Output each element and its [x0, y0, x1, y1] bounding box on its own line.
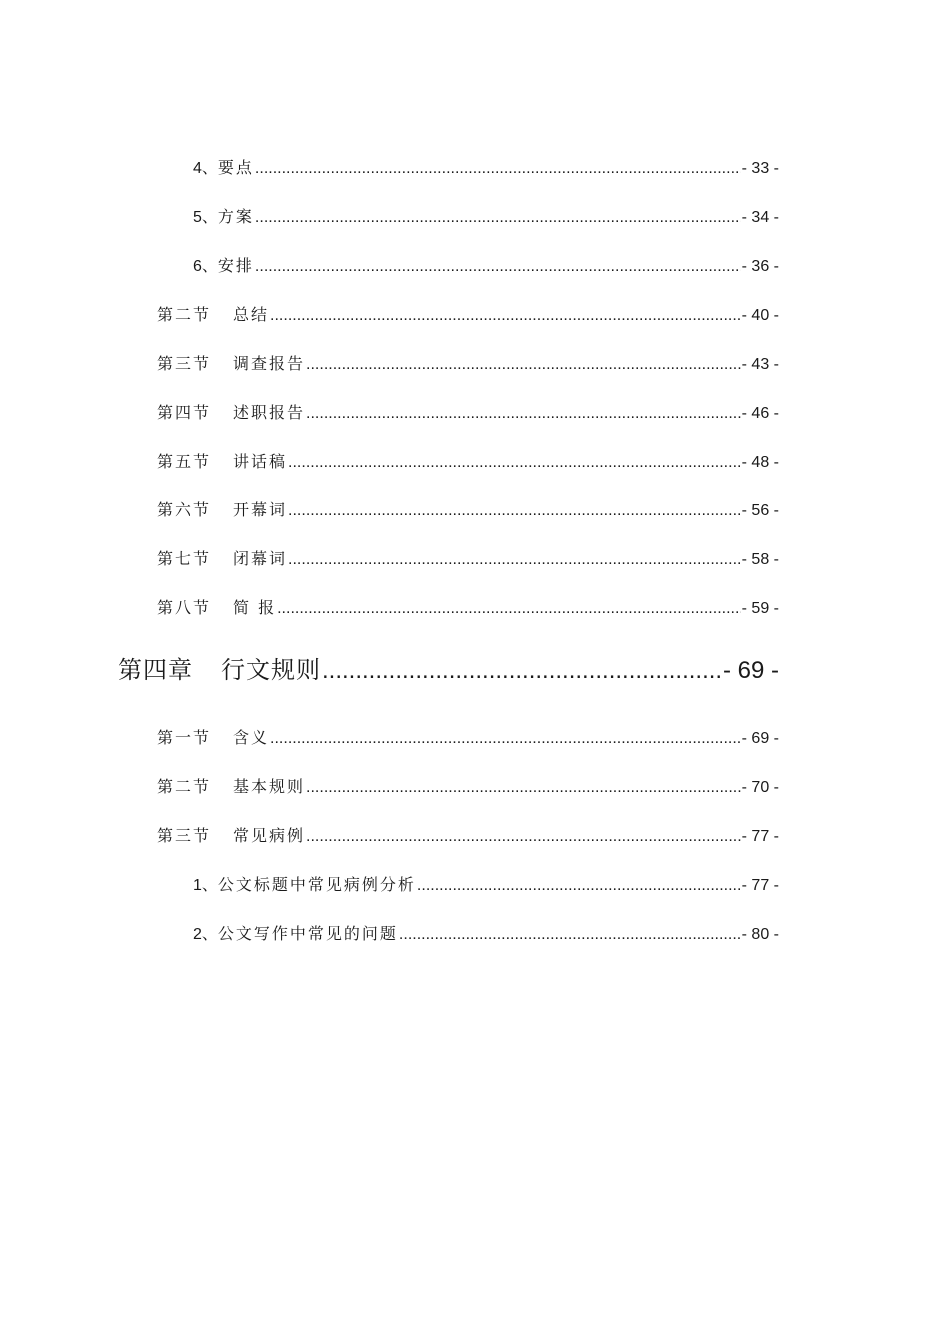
toc-entry-prefix: 第二节 [157, 777, 212, 796]
toc-entry-prefix: 第五节 [157, 452, 212, 471]
toc-dot-leader [306, 828, 741, 846]
toc-entry-page: - 36 - [741, 258, 779, 275]
toc-entry-prefix: 6、 [193, 258, 218, 275]
toc-entry[interactable] [157, 595, 779, 618]
toc-entry[interactable] [157, 725, 779, 748]
toc-entry-page: - 56 - [741, 502, 779, 519]
toc-entry-page: - 33 - [741, 160, 779, 177]
toc-entry-prefix: 第四章 [118, 656, 193, 684]
toc-dot-leader [270, 730, 741, 748]
toc-entry-title: 开幕词 [233, 500, 288, 519]
toc-entry-prefix: 5、 [193, 209, 218, 226]
toc-dot-leader [306, 779, 741, 797]
toc-entry-title: 方案 [217, 207, 254, 226]
toc-entry-page: - 58 - [741, 551, 779, 568]
toc-entry-title: 公文写作中常见的问题 [217, 924, 398, 943]
toc-entry-prefix: 2、 [193, 926, 218, 943]
toc-entry-page: - 77 - [741, 828, 779, 845]
toc-entry-prefix: 第三节 [157, 826, 212, 845]
toc-entry-title: 闭幕词 [233, 549, 288, 568]
toc-entry-prefix: 第四节 [157, 403, 212, 422]
toc-entry-page: - 69 - [741, 730, 779, 747]
toc-entry[interactable] [193, 921, 779, 944]
toc-entry-title: 讲话稿 [233, 452, 288, 471]
toc-entry[interactable] [157, 400, 779, 423]
toc-dot-leader [306, 405, 741, 423]
toc-dot-leader [399, 926, 741, 944]
toc-entry[interactable] [157, 351, 779, 374]
toc-entry-title: 要点 [217, 158, 254, 177]
toc-entry-page: - 46 - [741, 405, 779, 422]
toc-entry-page: - 48 - [741, 454, 779, 471]
toc-entry[interactable] [157, 774, 779, 797]
toc-entry-prefix: 4、 [193, 160, 218, 177]
toc-dot-leader [288, 551, 741, 569]
toc-dot-leader [288, 454, 741, 472]
toc-dot-leader [306, 356, 741, 374]
toc-entry-title: 总结 [233, 305, 270, 324]
toc-dot-leader [417, 877, 741, 895]
toc-entry-title: 简 报 [233, 598, 277, 617]
toc-entry-title: 公文标题中常见病例分析 [217, 875, 416, 894]
toc-entry-page: - 69 - [722, 657, 779, 684]
toc-dot-leader [288, 502, 741, 520]
toc-dot-leader [255, 160, 741, 178]
toc-entry-prefix: 第六节 [157, 500, 212, 519]
toc-dot-leader [255, 258, 741, 276]
toc-dot-leader [277, 600, 741, 618]
toc-entry-page: - 40 - [741, 307, 779, 324]
toc-dot-leader [270, 307, 741, 325]
toc-entry[interactable] [193, 872, 779, 895]
toc-entry[interactable] [193, 204, 779, 227]
toc-entry-title: 行文规则 [221, 656, 321, 684]
toc-entry-prefix: 第二节 [157, 305, 212, 324]
toc-entry[interactable] [193, 253, 779, 276]
toc-entry-prefix: 1、 [193, 877, 218, 894]
toc-entry-page: - 80 - [741, 926, 779, 943]
toc-entry-prefix: 第八节 [157, 598, 212, 617]
toc-entry-title: 安排 [217, 256, 254, 275]
toc-dot-leader [322, 657, 722, 685]
toc-entry-title: 调查报告 [233, 354, 306, 373]
toc-entry-prefix: 第三节 [157, 354, 212, 373]
toc-entry-page: - 70 - [741, 779, 779, 796]
toc-entry-page: - 77 - [741, 877, 779, 894]
toc-entry[interactable] [157, 823, 779, 846]
toc-entry-title: 述职报告 [233, 403, 306, 422]
toc-dot-leader [255, 209, 741, 227]
toc-entry-title: 含义 [233, 728, 270, 747]
toc-entry[interactable] [157, 546, 779, 569]
toc-chapter-entry[interactable] [118, 650, 779, 685]
toc-entry[interactable] [157, 302, 779, 325]
toc-entry[interactable] [193, 155, 779, 178]
toc-entry-page: - 43 - [741, 356, 779, 373]
toc-entry-title: 基本规则 [233, 777, 306, 796]
toc-entry[interactable] [157, 449, 779, 472]
toc-entry-page: - 34 - [741, 209, 779, 226]
toc-entry-prefix: 第七节 [157, 549, 212, 568]
toc-entry-title: 常见病例 [233, 826, 306, 845]
toc-entry-page: - 59 - [741, 600, 779, 617]
toc-entry[interactable] [157, 497, 779, 520]
toc-entry-prefix: 第一节 [157, 728, 212, 747]
